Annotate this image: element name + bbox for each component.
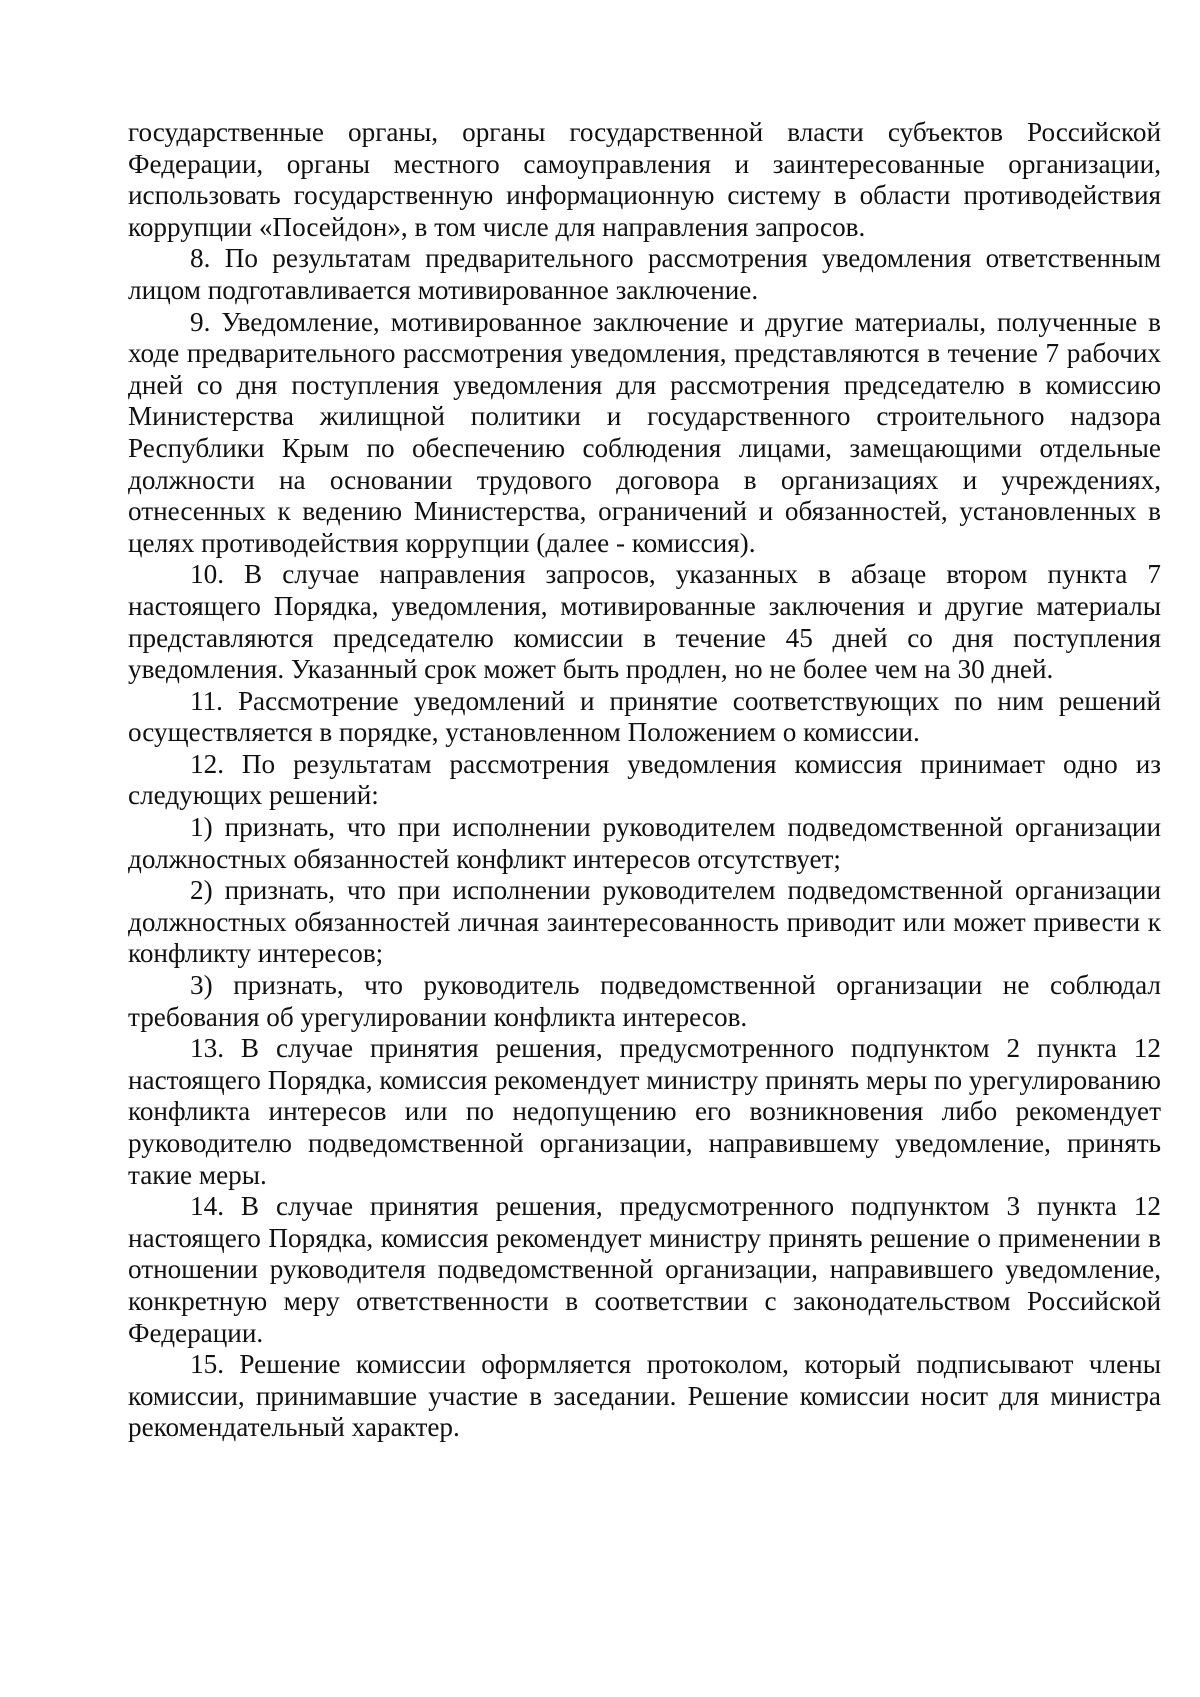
paragraph-item-9: 9. Уведомление, мотивированное заключение и другие материалы, полученные в ходе предварительного рассмотрения уведомления, представляются в течение 7 рабочих дней со дня поступления уведомления для рассмотрения председателю в комиссию Министерства жилищной политики и государственного строительного надзора Республики Крым по обеспечению соблюдения лицами, замещающими отдельные должности на основании трудового договора в организациях и учреждениях, отнесенных к ведению Министерства, ограничений и обязанностей, установленных в целях противодействия коррупции (далее - комиссия). bbox=[128, 306, 1161, 558]
document-body bbox=[128, 117, 1161, 1444]
paragraph-item-8: 8. По результатам предварительного рассмотрения уведомления ответственным лицом подготавливается мотивированное заключение. bbox=[128, 243, 1161, 305]
paragraph-item-13: 13. В случае принятия решения, предусмотренного подпунктом 2 пункта 12 настоящего Порядка, комиссия рекомендует министру принять меры по урегулированию конфликта интересов или по недопущению его возникновения либо рекомендует руководителю подведомственной организации, направившему уведомление, принять такие меры. bbox=[128, 1033, 1161, 1190]
paragraph-item-14: 14. В случае принятия решения, предусмотренного подпунктом 3 пункта 12 настоящего Порядка, комиссия рекомендует министру принять решение о применении в отношении руководителя подведомственной организации, направившего уведомление, конкретную меру ответственности в соответствии с законодательством Российской Федерации. bbox=[128, 1191, 1161, 1348]
paragraph-item-12: 12. По результатам рассмотрения уведомления комиссия принимает одно из следующих решений: bbox=[128, 748, 1161, 811]
paragraph-continuation: государственные органы, органы государственной власти субъектов Российской Федерации, органы местного самоуправления и заинтересованные организации, использовать государственную информационную систему в области противодействия коррупции «Посейдон», в том числе для направления запросов. bbox=[128, 117, 1161, 242]
paragraph-item-11: 11. Рассмотрение уведомлений и принятие соответствующих по ним решений осуществляется в порядке, установленном Положением о комиссии. bbox=[128, 685, 1161, 748]
subitem-12-3: 3) признать, что руководитель подведомственной организации не соблюдал требования об урегулировании конфликта интересов. bbox=[128, 970, 1161, 1032]
subitem-12-2: 2) признать, что при исполнении руководителем подведомственной организации должностных обязанностей личная заинтересованность приводит или может привести к конфликту интересов; bbox=[128, 875, 1161, 969]
subitem-12-1: 1) признать, что при исполнении руководителем подведомственной организации должностных обязанностей конфликт интересов отсутствует; bbox=[128, 812, 1161, 874]
paragraph-item-10: 10. В случае направления запросов, указанных в абзаце втором пункта 7 настоящего Порядка, уведомления, мотивированные заключения и другие материалы представляются председателю комиссии в течение 45 дней со дня поступления уведомления. Указанный срок может быть продлен, но не более чем на 30 дней. bbox=[128, 559, 1161, 685]
paragraph-item-15: 15. Решение комиссии оформляется протоколом, который подписывают члены комиссии, принимавшие участие в заседании. Решение комиссии носит для министра рекомендательный характер. bbox=[128, 1349, 1161, 1443]
